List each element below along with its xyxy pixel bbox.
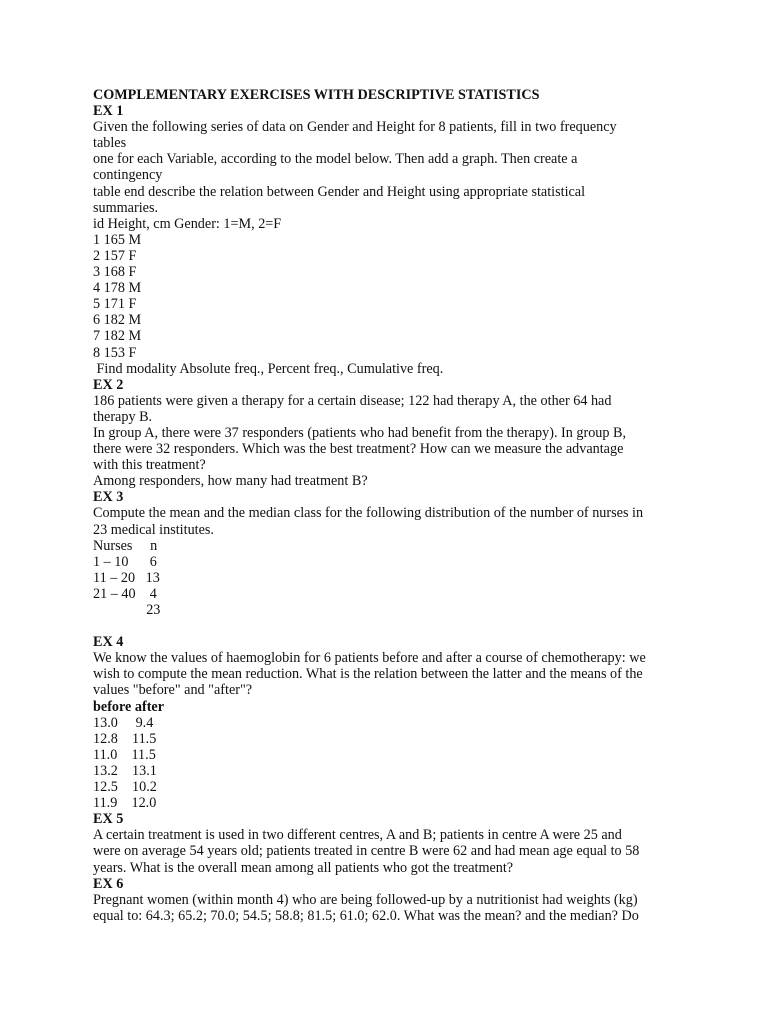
ex3-table-row: 11 – 20 13 bbox=[93, 569, 160, 586]
ex1-data-row: 6 182 M bbox=[93, 312, 142, 329]
ex1-data-row: 3 168 F bbox=[93, 264, 137, 281]
ex1-line: summaries. bbox=[93, 199, 159, 216]
ex1-data-row: 7 182 M bbox=[93, 328, 142, 345]
ex6-heading: EX 6 bbox=[93, 875, 124, 892]
ex4-line: values "before" and "after"? bbox=[93, 682, 253, 699]
ex1-line: Given the following series of data on Gender and Height for 8 patients, fill in two frequency bbox=[93, 119, 617, 136]
ex5-line: were on average 54 years old; patients treated in centre B were 62 and had mean age equal to 58 bbox=[93, 843, 640, 860]
spacer bbox=[93, 618, 683, 634]
ex1-data-header: id Height, cm Gender: 1=M, 2=F bbox=[93, 215, 282, 232]
ex4-table-row: 12.5 10.2 bbox=[93, 779, 157, 796]
ex2-heading: EX 2 bbox=[93, 376, 124, 393]
document-page bbox=[93, 87, 683, 924]
ex5-line: A certain treatment is used in two different centres, A and B; patients in centre A were 25 and bbox=[93, 827, 622, 844]
ex3-line: Compute the mean and the median class for the following distribution of the number of nurses in bbox=[93, 505, 644, 522]
ex2-line: In group A, there were 37 responders (patients who had benefit from the therapy). In group B, bbox=[93, 424, 627, 441]
ex3-table-header: Nurses n bbox=[93, 537, 158, 554]
ex4-table-row: 13.2 13.1 bbox=[93, 762, 157, 779]
ex2-line: with this treatment? bbox=[93, 457, 206, 474]
ex1-line: one for each Variable, according to the model below. Then add a graph. Then create a bbox=[93, 151, 578, 168]
ex2-line: there were 32 responders. Which was the best treatment? How can we measure the advantage bbox=[93, 441, 624, 458]
ex3-table-row: 1 – 10 6 bbox=[93, 553, 157, 570]
ex4-table-header: before after bbox=[93, 698, 165, 715]
ex4-heading: EX 4 bbox=[93, 634, 124, 651]
ex2-line: 186 patients were given a therapy for a certain disease; 122 had therapy A, the other 64 had bbox=[93, 392, 612, 409]
ex1-heading: EX 1 bbox=[93, 103, 124, 120]
ex1-data-row: 1 165 M bbox=[93, 231, 142, 248]
ex5-line: years. What is the overall mean among all patients who got the treatment? bbox=[93, 859, 514, 876]
ex1-data-row: 4 178 M bbox=[93, 280, 142, 297]
ex1-data-row: 5 171 F bbox=[93, 296, 137, 313]
ex1-line: tables bbox=[93, 135, 127, 152]
ex6-line: Pregnant women (within month 4) who are being followed-up by a nutritionist had weights (kg) bbox=[93, 891, 638, 908]
ex5-heading: EX 5 bbox=[93, 811, 124, 828]
ex1-data-row: 2 157 F bbox=[93, 247, 137, 264]
ex3-line: 23 medical institutes. bbox=[93, 521, 214, 538]
ex4-line: wish to compute the mean reduction. What is the relation between the latter and the means of the bbox=[93, 666, 643, 683]
ex3-table-row: 21 – 40 4 bbox=[93, 585, 157, 602]
ex4-line: We know the values of haemoglobin for 6 patients before and after a course of chemotherapy: we bbox=[93, 650, 646, 667]
ex2-line: therapy B. bbox=[93, 408, 153, 425]
ex1-line: table end describe the relation between Gender and Height using appropriate statistical bbox=[93, 183, 586, 200]
ex4-table-row: 11.0 11.5 bbox=[93, 746, 156, 763]
ex3-heading: EX 3 bbox=[93, 489, 124, 506]
ex3-table-total: 23 bbox=[93, 602, 161, 618]
ex6-line: equal to: 64.3; 65.2; 70.0; 54.5; 58.8; 81.5; 61.0; 62.0. What was the mean? and the median? Do bbox=[93, 907, 639, 924]
ex4-table-row: 13.0 9.4 bbox=[93, 714, 154, 731]
ex1-line: Find modality Absolute freq., Percent freq., Cumulative freq. bbox=[93, 360, 444, 377]
ex2-line: Among responders, how many had treatment B? bbox=[93, 473, 368, 490]
ex4-table-row: 12.8 11.5 bbox=[93, 730, 157, 747]
document-title: COMPLEMENTARY EXERCISES WITH DESCRIPTIVE STATISTICS bbox=[93, 87, 540, 103]
ex1-data-row: 8 153 F bbox=[93, 344, 137, 361]
ex1-line: contingency bbox=[93, 167, 163, 184]
ex4-table-row: 11.9 12.0 bbox=[93, 795, 157, 812]
